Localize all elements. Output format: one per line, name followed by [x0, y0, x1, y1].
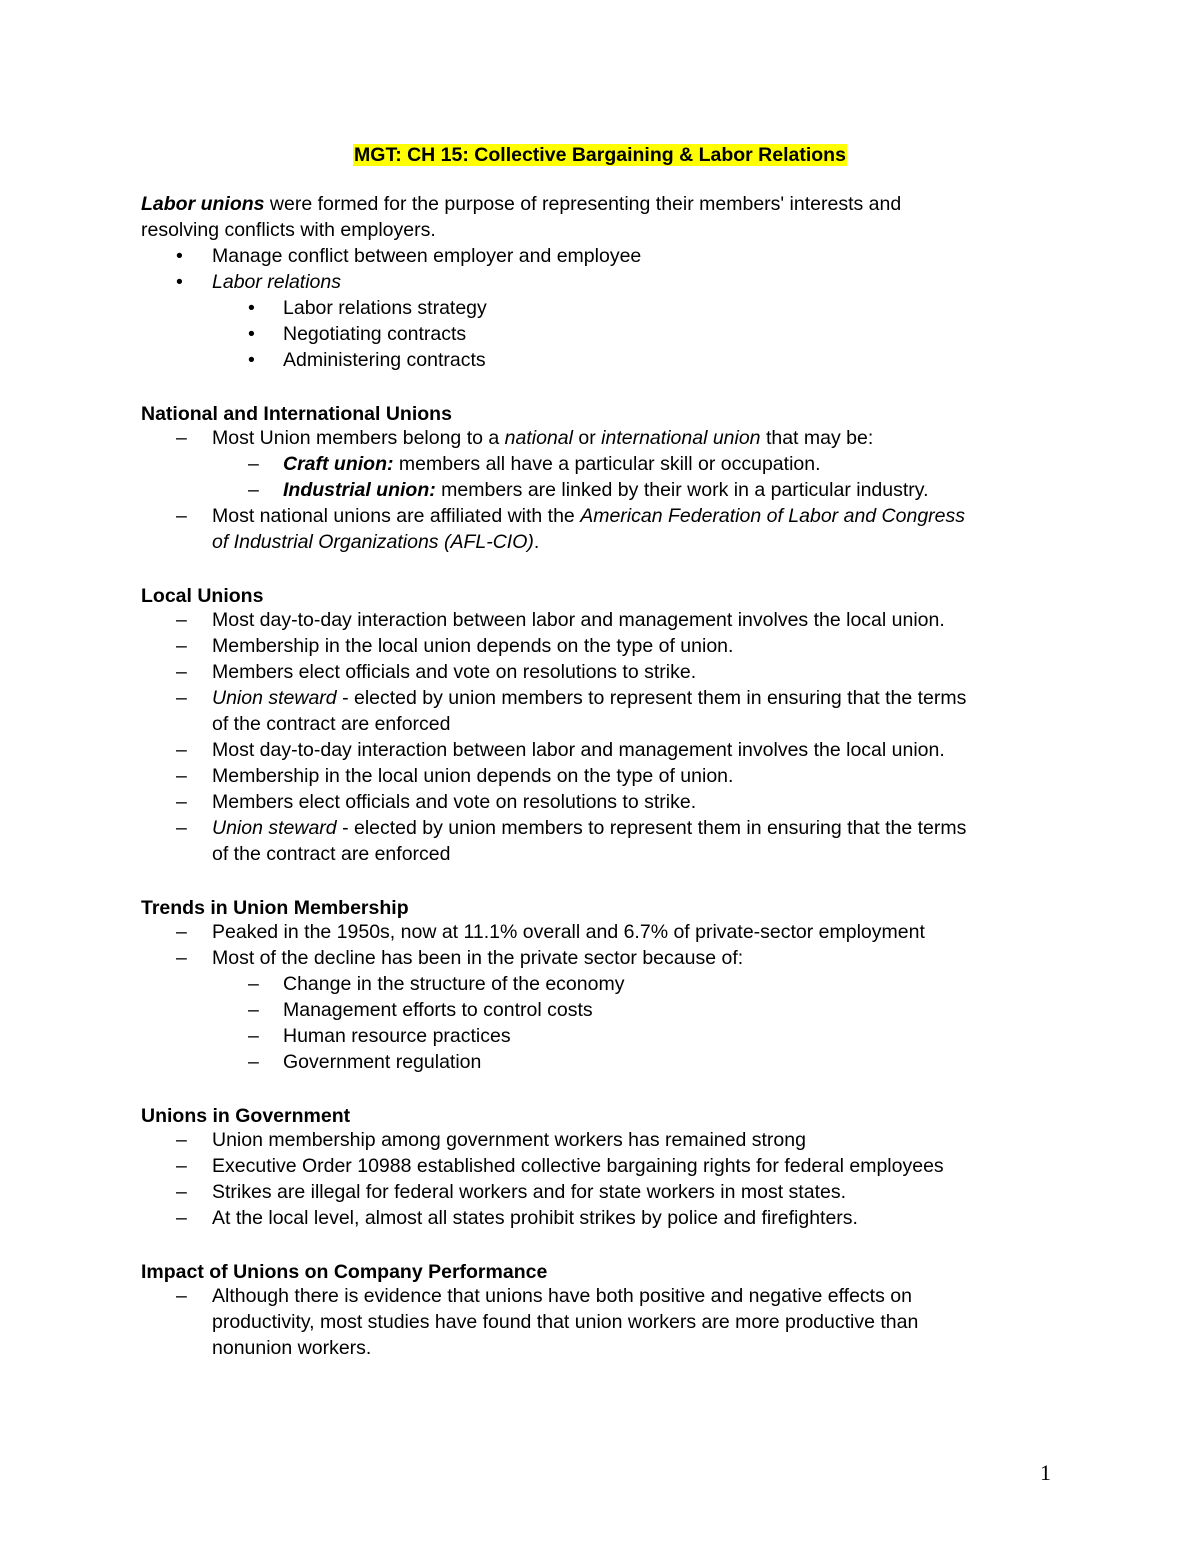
dash-marker: –: [176, 765, 187, 787]
dash-marker: –: [176, 739, 187, 761]
local-item-2: Membership in the local union depends on the type of union.: [212, 635, 734, 657]
sub-bullet-1: Labor relations strategy: [283, 297, 487, 319]
dash-marker: –: [176, 921, 187, 943]
national-item-1: Most Union members belong to a national or international union that may be:: [212, 427, 874, 449]
intro-line-2: resolving conflicts with employers.: [141, 219, 436, 241]
sub-bullet-marker: •: [248, 323, 255, 345]
dash-marker: –: [176, 947, 187, 969]
dash-marker: –: [176, 1207, 187, 1229]
trends-item-1: Peaked in the 1950s, now at 11.1% overall and 6.7% of private-sector employment: [212, 921, 925, 943]
impact-line-3: nonunion workers.: [212, 1337, 372, 1359]
national-item-2: Most national unions are affiliated with the American Federation of Labor and Congress: [212, 505, 966, 527]
local-item-3: Members elect officials and vote on resolutions to strike.: [212, 661, 697, 683]
government-item-1: Union membership among government workers has remained strong: [212, 1129, 806, 1151]
dash-marker: –: [248, 479, 259, 501]
section-heading-government: Unions in Government: [141, 1105, 351, 1127]
trends-item-2: Most of the decline has been in the private sector because of:: [212, 947, 744, 969]
intro-line-1: [141, 193, 901, 216]
labor-unions-term: Labor unions: [141, 193, 265, 215]
local-item-repeat-1: Most day-to-day interaction between labor and management involves the local union.: [212, 739, 945, 761]
section-heading-national: National and International Unions: [141, 403, 452, 425]
bullet-marker: •: [176, 245, 183, 267]
sub-bullet-2: Negotiating contracts: [283, 323, 467, 345]
dash-marker: –: [176, 1129, 187, 1151]
dash-marker: –: [248, 1051, 259, 1073]
bullet-marker: •: [176, 271, 183, 293]
section-heading-local: Local Unions: [141, 585, 264, 607]
industrial-union-item: Industrial union: members are linked by their work in a particular industry.: [283, 479, 929, 501]
government-item-3: Strikes are illegal for federal workers and for state workers in most states.: [212, 1181, 846, 1203]
local-steward-repeat: Union steward - elected by union members to represent them in ensuring that the terms: [212, 817, 967, 839]
dash-marker: –: [176, 609, 187, 631]
trends-sub-item-3: Human resource practices: [283, 1025, 511, 1047]
national-item-2-cont: of Industrial Organizations (AFL-CIO).: [212, 531, 540, 553]
local-item-1: Most day-to-day interaction between labor and management involves the local union.: [212, 609, 945, 631]
intro-bullet-2: Labor relations: [212, 271, 341, 293]
trends-sub-item-4: Government regulation: [283, 1051, 482, 1073]
craft-union-item: Craft union: members all have a particular skill or occupation.: [283, 453, 821, 475]
dash-marker: –: [248, 453, 259, 475]
document-title: [0, 142, 1200, 168]
dash-marker: –: [176, 635, 187, 657]
local-steward-cont: of the contract are enforced: [212, 713, 451, 735]
dash-marker: –: [176, 505, 187, 527]
dash-marker: –: [176, 427, 187, 449]
impact-line-1: Although there is evidence that unions have both positive and negative effects on: [212, 1285, 912, 1307]
sub-bullet-marker: •: [248, 349, 255, 371]
page-number: 1: [1040, 1460, 1051, 1485]
local-item-repeat-2: Membership in the local union depends on the type of union.: [212, 765, 734, 787]
local-steward-repeat-cont: of the contract are enforced: [212, 843, 451, 865]
dash-marker: –: [176, 1155, 187, 1177]
dash-marker: –: [248, 999, 259, 1021]
title-highlight: MGT: CH 15: Collective Bargaining & Labor Relations: [354, 144, 846, 166]
section-heading-impact: Impact of Unions on Company Performance: [141, 1261, 548, 1283]
trends-sub-item-2: Management efforts to control costs: [283, 999, 593, 1021]
dash-marker: –: [248, 1025, 259, 1047]
local-item-repeat-3: Members elect officials and vote on resolutions to strike.: [212, 791, 697, 813]
sub-bullet-marker: •: [248, 297, 255, 319]
intro-bullet-1: Manage conflict between employer and employee: [212, 245, 642, 267]
dash-marker: –: [176, 661, 187, 683]
dash-marker: –: [176, 1285, 187, 1307]
government-item-4: At the local level, almost all states prohibit strikes by police and firefighters.: [212, 1207, 858, 1229]
trends-sub-item-1: Change in the structure of the economy: [283, 973, 625, 995]
dash-marker: –: [176, 817, 187, 839]
intro-line-1-text: were formed for the purpose of representing their members' interests and: [264, 193, 902, 215]
local-steward-item: Union steward - elected by union members to represent them in ensuring that the terms: [212, 687, 967, 709]
dash-marker: –: [176, 687, 187, 709]
section-heading-trends: Trends in Union Membership: [141, 897, 409, 919]
dash-marker: –: [248, 973, 259, 995]
dash-marker: –: [176, 1181, 187, 1203]
impact-line-2: productivity, most studies have found that union workers are more productive than: [212, 1311, 919, 1333]
dash-marker: –: [176, 791, 187, 813]
government-item-2: Executive Order 10988 established collective bargaining rights for federal employees: [212, 1155, 944, 1177]
sub-bullet-3: Administering contracts: [283, 349, 486, 371]
